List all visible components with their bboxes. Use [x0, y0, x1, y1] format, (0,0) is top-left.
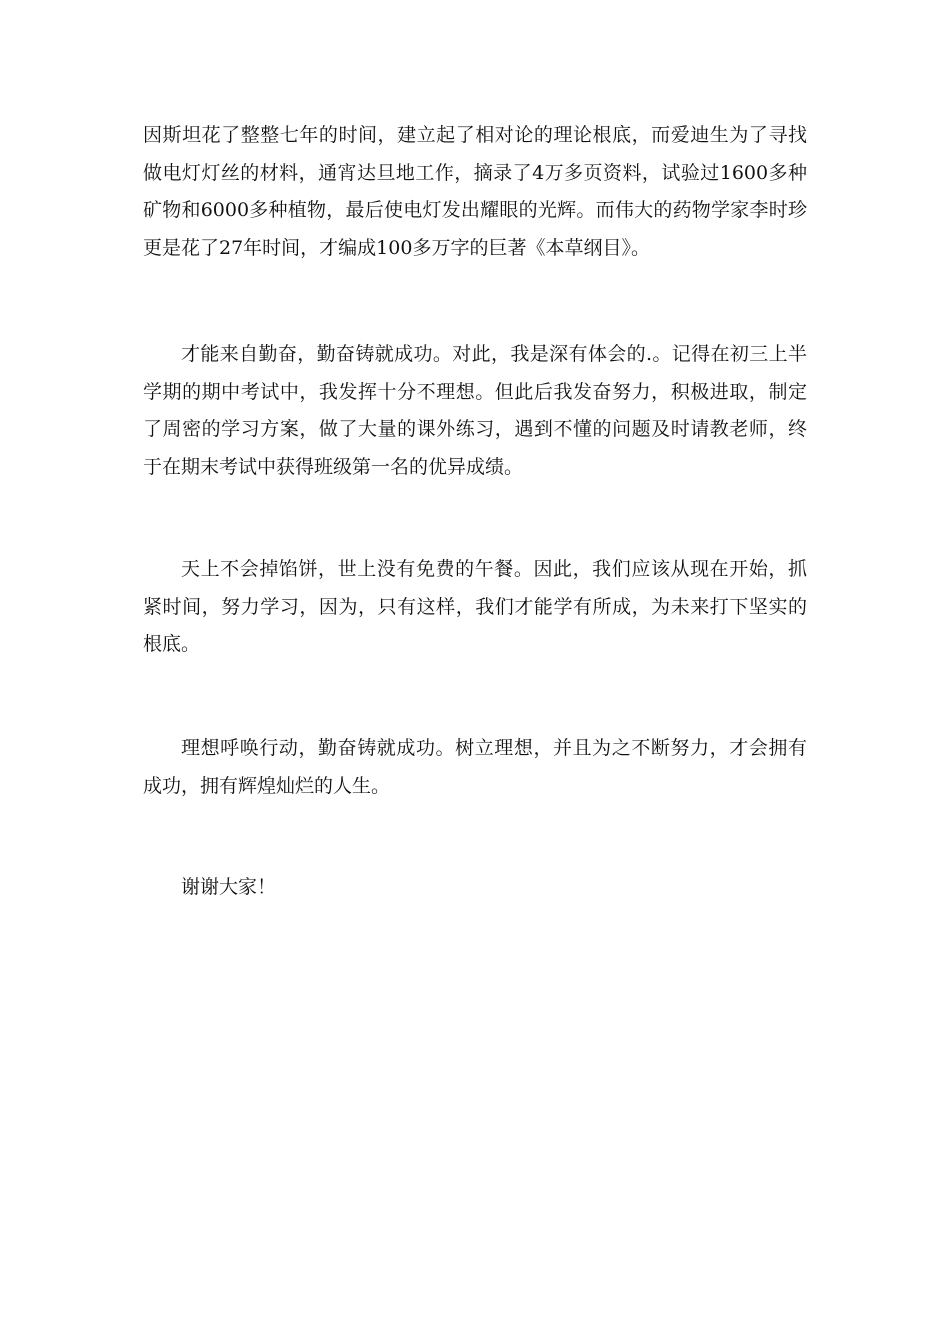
paragraph-diligence-experience: 才能来自勤奋，勤奋铸就成功。对此，我是深有体会的.。记得在初三上半学期的期中考试中，我发挥十分不理想。但此后我发奋努力，积极进取，制定了周密的学习方案，做了大量的课外练习，遇到不懂的问题及时请教老师，终于在期末考试中获得班级第一名的优异成绩。 — [143, 343, 807, 478]
paragraph-ideals-action: 理想呼唤行动，勤奋铸就成功。树立理想，并且为之不断努力，才会拥有成功，拥有辉煌灿烂的人生。 — [143, 737, 807, 797]
paragraph-thanks: 谢谢大家！ — [181, 876, 277, 898]
paragraph-einstein-edison: 因斯坦花了整整七年的时间，建立起了相对论的理论根底，而爱迪生为了寻找做电灯灯丝的材料，通宵达旦地工作，摘录了4万多页资料，试验过1600多种矿物和6000多种植物，最后使电灯发出耀眼的光辉。而伟大的药物学家李时珍更是花了27年时间，才编成100多万字的巨著《本草纲目》。 — [143, 124, 807, 259]
paragraph-no-free-lunch: 天上不会掉馅饼，世上没有免费的午餐。因此，我们应该从现在开始，抓紧时间，努力学习，因为，只有这样，我们才能学有所成，为未来打下坚实的根底。 — [143, 558, 807, 655]
